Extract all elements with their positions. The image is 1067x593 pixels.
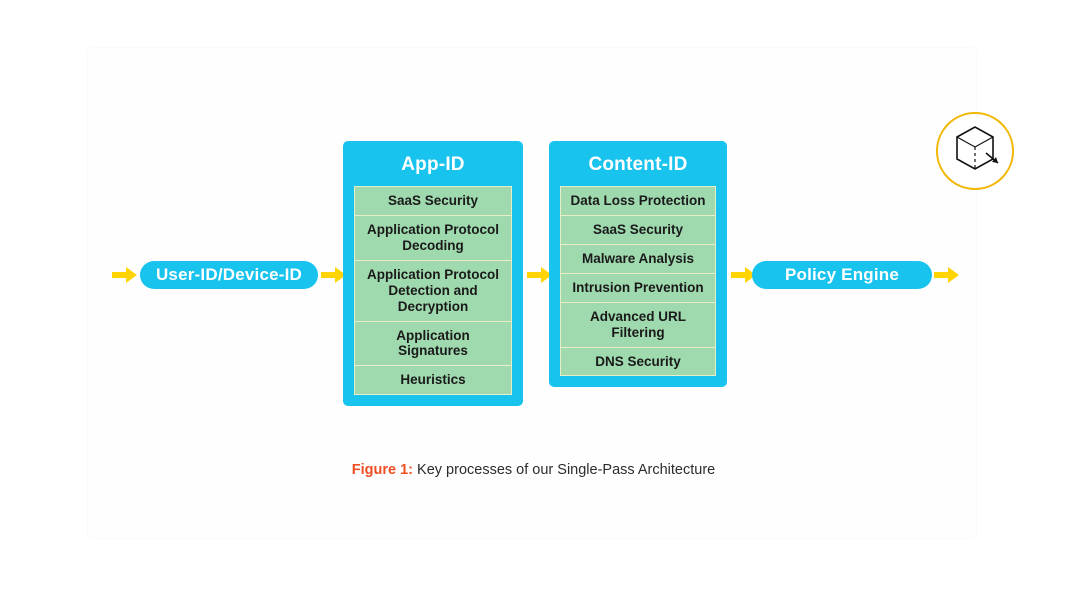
figure-caption xyxy=(0,462,1067,478)
content-id-item: SaaS Security xyxy=(560,216,716,245)
cube-icon xyxy=(948,123,1002,180)
arrow-out-of-policy-engine xyxy=(934,264,960,286)
node-user-device-id xyxy=(140,261,318,289)
node-content-id xyxy=(549,141,727,387)
app-id-item: Application Protocol Decoding xyxy=(354,216,512,261)
cube-badge xyxy=(936,112,1014,190)
node-policy-engine xyxy=(752,261,932,289)
node-policy-engine-label: Policy Engine xyxy=(784,265,900,284)
app-id-item: SaaS Security xyxy=(354,186,512,216)
app-id-item: Heuristics xyxy=(354,366,512,395)
node-user-device-id-label: User-ID/Device-ID xyxy=(155,265,303,284)
node-app-id-title: App-ID xyxy=(401,154,465,175)
content-id-item: Malware Analysis xyxy=(560,245,716,274)
figure-caption-lead: Figure 1: xyxy=(351,462,413,478)
content-id-item: Advanced URL Filtering xyxy=(560,303,716,348)
content-id-item: DNS Security xyxy=(560,348,716,377)
content-id-item: Data Loss Protection xyxy=(560,186,716,216)
figure-caption-text: Key processes of our Single-Pass Architecture xyxy=(417,462,716,478)
content-id-item: Intrusion Prevention xyxy=(560,274,716,303)
app-id-item: Application Signatures xyxy=(354,322,512,367)
node-content-id-title: Content-ID xyxy=(588,154,688,175)
arrow-into-user-device xyxy=(112,264,138,286)
app-id-item: Application Protocol Detection and Decryption xyxy=(354,261,512,322)
node-app-id xyxy=(343,141,523,406)
